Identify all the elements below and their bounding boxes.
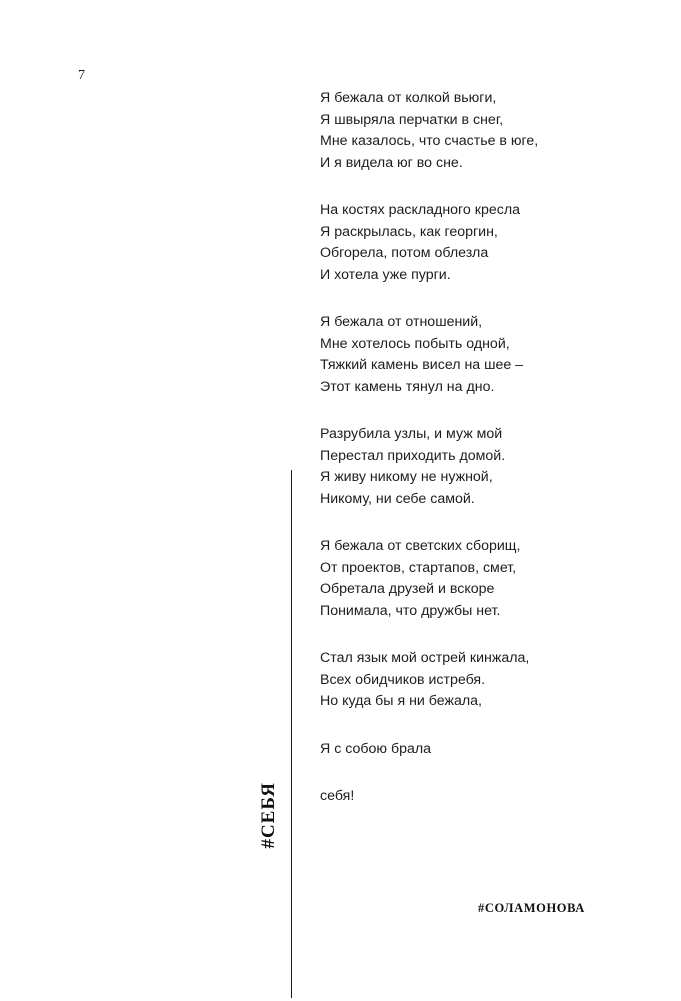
poem-line: Перестал приходить домой. [320, 447, 506, 464]
poem-line: себя! [320, 788, 355, 804]
poem-line: Но куда бы я ни бежала, [320, 693, 482, 709]
poem-line: И хотела уже пурги. [320, 266, 451, 283]
poem-line: Обретала друзей и вскоре [320, 581, 495, 597]
poem-line: Я с собою брала [320, 740, 432, 757]
poem-line: И я видела юг во сне. [320, 154, 463, 171]
poem-line: Я швыряла перчатки в снег, [320, 111, 504, 128]
poem-line: Я живу никому не нужной, [320, 469, 493, 485]
poem-body [320, 88, 650, 834]
page-number: 7 [78, 68, 86, 83]
poem-stanza [320, 88, 650, 174]
poem-line: Тяжкий камень висел на шее – [320, 357, 524, 373]
poem-line: Никому, ни себе самой. [320, 490, 475, 507]
poem-line: На костях раскладного кресла [320, 202, 521, 218]
poem-stanza [320, 312, 650, 398]
poem-line: Я бежала от светских сборищ, [320, 538, 521, 554]
poem-line: Разрубила узлы, и муж мой [320, 426, 503, 442]
poem-stanza [320, 536, 650, 622]
poem-line: Я раскрылась, как георгин, [320, 223, 498, 240]
vertical-divider [291, 470, 292, 998]
poem-line: Всех обидчиков истребя. [320, 671, 486, 688]
section-title-vertical: #СЕБЯ [258, 782, 279, 849]
poem-stanza [320, 786, 650, 808]
poem-line: Обгорела, потом облезла [320, 245, 489, 261]
poem-line: Я бежала от отношений, [320, 314, 483, 330]
poem-line: От проектов, стартапов, смет, [320, 559, 517, 576]
poem-line: Мне казалось, что счастье в юге, [320, 133, 539, 149]
poem-line: Понимала, что дружбы нет. [320, 602, 501, 619]
poem-line: Мне хотелось побыть одной, [320, 335, 510, 352]
poem-line: Этот камень тянул на дно. [320, 378, 495, 395]
poem-stanza [320, 648, 650, 713]
poem-stanza [320, 739, 650, 761]
poem-line: Стал язык мой острей кинжала, [320, 650, 530, 666]
author-signature: #СОЛАМОНОВА [478, 901, 585, 915]
poem-stanza [320, 200, 650, 286]
poem-stanza [320, 424, 650, 510]
poem-line: Я бежала от колкой вьюги, [320, 90, 497, 106]
